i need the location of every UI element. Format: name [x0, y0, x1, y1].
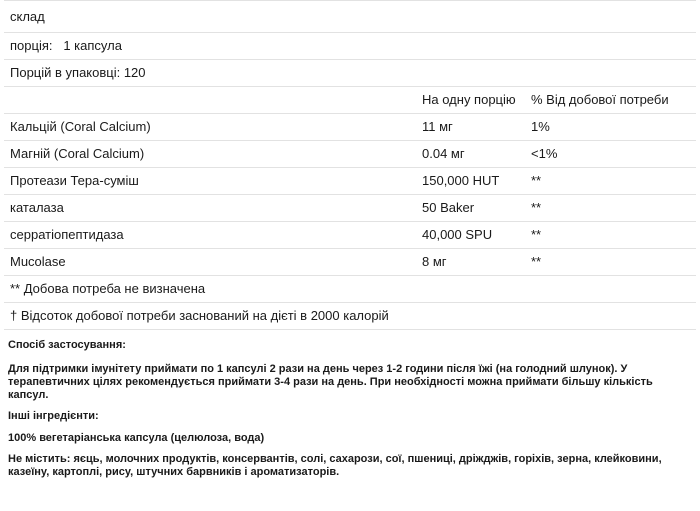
header-empty-cell [4, 87, 416, 114]
table-row [4, 276, 696, 303]
ingredient-name: каталаза [4, 195, 416, 222]
other-ingredients-text: 100% вегетаріанська капсула (целюлоза, вода) [8, 432, 265, 444]
servings-per-container: Порцій в упаковці: 120 [4, 60, 696, 87]
usage-text: Для підтримки імунітету приймати по 1 капсулі 2 рази на день через 1-2 години після їжі (на голодний шлунок). У терапевтичних цілях рекомендується приймати 3-4 рази на день. При необхідності можна приймати більшу кількість капсул. [8, 363, 653, 401]
table-row [4, 33, 696, 60]
ingredient-name: Кальцій (Coral Calcium) [4, 114, 416, 141]
supplement-facts-table [4, 0, 696, 330]
ingredient-amount: 150,000 HUT [416, 168, 525, 195]
table-row [4, 168, 696, 195]
column-header-per-serving: На одну порцію [416, 87, 525, 114]
table-row [4, 141, 696, 168]
table-row [4, 60, 696, 87]
table-row [4, 1, 696, 33]
ingredient-daily-value: ** [525, 222, 696, 249]
facts-heading: склад [4, 1, 696, 33]
table-row [4, 195, 696, 222]
serving-label: порція: [10, 38, 53, 53]
ingredient-daily-value: ** [525, 195, 696, 222]
ingredient-amount: 0.04 мг [416, 141, 525, 168]
table-row [4, 249, 696, 276]
serving-size [4, 33, 696, 60]
ingredient-name: Магній (Coral Calcium) [4, 141, 416, 168]
footnote-daily-value: ** Добова потреба не визначена [4, 276, 696, 303]
ingredient-name: Протеази Тера-суміш [4, 168, 416, 195]
other-ingredients-heading: Інші інгредієнти: [8, 410, 99, 422]
product-notes [0, 330, 700, 479]
ingredient-amount: 40,000 SPU [416, 222, 525, 249]
ingredient-amount: 50 Baker [416, 195, 525, 222]
ingredient-daily-value: 1% [525, 114, 696, 141]
table-row [4, 114, 696, 141]
column-header-daily-value: % Від добової потреби [525, 87, 696, 114]
ingredient-daily-value: ** [525, 249, 696, 276]
serving-value: 1 капсула [63, 38, 122, 53]
ingredient-amount: 8 мг [416, 249, 525, 276]
usage-heading: Спосіб застосування: [8, 339, 126, 351]
table-row [4, 303, 696, 330]
table-header-row [4, 87, 696, 114]
ingredient-name: Mucolase [4, 249, 416, 276]
ingredient-amount: 11 мг [416, 114, 525, 141]
ingredient-name: серратіопептидаза [4, 222, 416, 249]
ingredient-daily-value: <1% [525, 141, 696, 168]
footnote-calories: † Відсоток добової потреби заснований на дієті в 2000 калорій [4, 303, 696, 330]
free-of-text: Не містить: яєць, молочних продуктів, консервантів, солі, сахарози, сої, пшениці, дріжджів, горіхів, зерна, клейковини, казеїну, картоплі, рису, штучних барвників і ароматизаторів. [8, 453, 662, 478]
table-row [4, 222, 696, 249]
ingredient-daily-value: ** [525, 168, 696, 195]
